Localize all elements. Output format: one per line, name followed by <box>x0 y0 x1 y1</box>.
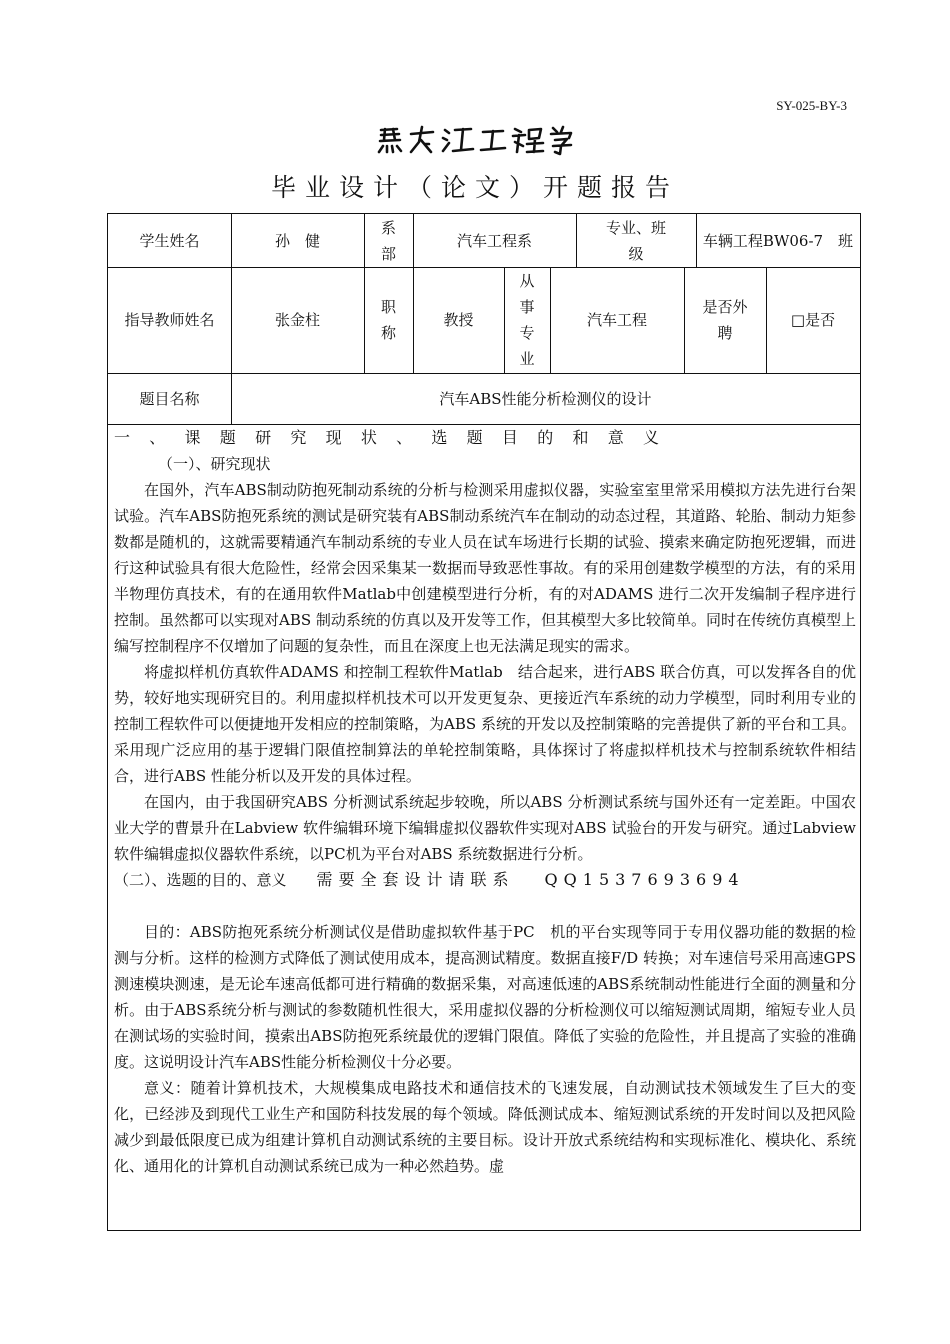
paragraph: 意义：随着计算机技术，大规模集成电路技术和通信技术的飞速发展，自动测试技术领域发生了巨大的变化，已经涉及到现代工业生产和国防科技发展的每个领域。降低测试成本、缩短测试系统的开发时间以及把风险减少到最低限度已成为组建计算机自动测试系统的主要目标。设计开放式系统结构和实现标准化、模块化、系统化、通用化的计算机自动测试系统已成为一种必然趋势。虚 <box>114 1079 856 1175</box>
subsection-heading-status: （一）、研究现状 <box>158 455 271 473</box>
major-class-value: 车辆工程BW06-7 班 <box>702 231 854 250</box>
external-hire-label: 是否外 聘 <box>702 298 748 342</box>
report-body <box>114 425 856 1179</box>
topic-label: 题目名称 <box>139 389 200 408</box>
advisor-name-label: 指导教师姓名 <box>124 311 215 329</box>
report-form <box>107 213 861 1231</box>
subsection-heading-purpose-row <box>114 867 856 893</box>
job-title-label: 职 称 <box>380 298 396 342</box>
job-title-value: 教授 <box>443 311 474 329</box>
external-hire-checkbox[interactable]: □是否 <box>790 311 836 329</box>
field-label: 从 事 专 业 <box>519 272 535 368</box>
field-value: 汽车工程 <box>586 311 647 329</box>
paragraph: 目的：ABS防抱死系统分析测试仪是借助虚拟软件基于PC 机的平台实现等同于专用仪器功能的数据的检测与分析。这样的检测方式降低了测试使用成本，提高测试精度。数据直接F/D 转换；对车速信号采用高速GPS测速模块测速，是无论车速高低都可进行精确的数据采集，对高速低速的ABS系统制动性能进行全面的测量和分析。由于ABS系统分析与测试的参数随机性很大，采用虚拟仪器的分析检测仪可以缩短测试周期，缩短专业人员在测试场的实验时间，摸索出ABS防抱死系统最优的逻辑门限值。降低了实验的危险性，并且提高了实验的准确度。这说明设计汽车ABS性能分析检测仪十分必要。 <box>114 923 856 1071</box>
school-name-logo <box>0 124 950 160</box>
contact-note: 需要全套设计请联系 <box>316 870 515 889</box>
paragraph: 在国内，由于我国研究ABS 分析测试系统起步较晚，所以ABS 分析测试系统与国外还有一定差距。中国农业大学的曹景升在Labview 软件编辑环境下编辑虚拟仪器软件实现对ABS 试验台的开发与研究。通过Labview 软件编辑虚拟仪器软件系统，以PC机为平台对ABS 系统数据进行分析。 <box>114 793 856 863</box>
contact-qq: QQ1537693694 <box>544 870 745 889</box>
topic-value: 汽车ABS性能分析检测仪的设计 <box>439 389 652 408</box>
section-heading: 一 、 课 题 研 究 现 状 、 选 题 目 的 和 意 义 <box>114 428 659 447</box>
student-name-label: 学生姓名 <box>139 231 200 250</box>
document-code: SY-025-BY-3 <box>776 98 847 113</box>
paragraph: 在国外，汽车ABS制动防抱死制动系统的分析与检测采用虚拟仪器，实验室室里常采用模拟方法先进行台架试验。汽车ABS防抱死系统的测试是研究装有ABS制动系统汽车在制动的动态过程，其道路、轮胎、制动力矩参数都是随机的，这就需要精通汽车制动系统的专业人员在试车场进行长期的试验、摸索来确定防抱死逻辑，而进行这种试验具有很大危险性，经常会因采集某一数据而导致恶性事故。有的采用创建数学模型的方法，有的采用半物理仿真技术，有的在通用软件Matlab中创建模型进行分析，有的对ADAMS 进行二次开发编制子程序进行控制。虽然都可以实现对ABS 制动系统的仿真以及开发等工作，但其模型大多比较简单。同时在传统仿真模型上编写控制程序不仅增加了问题的复杂性，而且在深度上也无法满足现实的需求。 <box>114 481 856 655</box>
student-name-value: 孙 健 <box>274 231 320 250</box>
department-label: 系 部 <box>380 218 396 263</box>
department-value: 汽车工程系 <box>456 231 532 250</box>
calligraphy-logo-icon <box>375 124 575 156</box>
advisor-name-value: 张金柱 <box>274 311 320 329</box>
paragraph: 将虚拟样机仿真软件ADAMS 和控制工程软件Matlab 结合起来，进行ABS 联合仿真，可以发挥各自的优势，较好地实现研究目的。利用虚拟样机技术可以开发更复杂、更接近汽车系统的动力学模型，同时利用专业的控制工程软件可以便捷地开发相应的控制策略，为ABS 系统的开发以及控制策略的完善提供了新的平台和工具。采用现广泛应用的基于逻辑门限值控制算法的单轮控制策略，具体探讨了将虚拟样机技术与控制系统软件相结合，进行ABS 性能分析以及开发的具体过程。 <box>114 663 856 785</box>
major-class-label: 专业、班 级 <box>605 218 666 263</box>
report-title: 毕业设计（论文）开题报告 <box>270 173 679 202</box>
subsection-heading-purpose: （二）、选题的目的、意义 <box>114 871 287 889</box>
